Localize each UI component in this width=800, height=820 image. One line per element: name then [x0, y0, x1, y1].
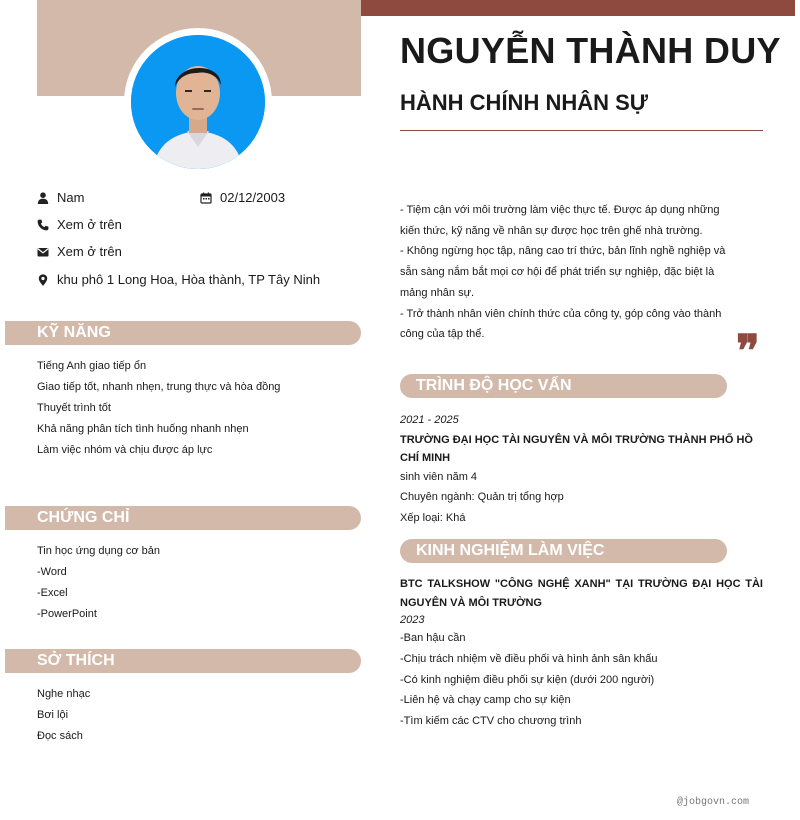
education-detail: Chuyên ngành: Quản trị tổng hợp: [400, 491, 564, 503]
objective-line: sẵn sàng nắm bắt mọi cơ hội để phát triển sự nghiệp, đặc biệt là: [400, 266, 715, 279]
email-row: [37, 244, 122, 259]
objective-line: công của tập thể.: [400, 328, 485, 341]
email-value: Xem ở trên: [57, 244, 122, 259]
birthday-value: 02/12/2003: [220, 190, 286, 205]
profile-photo: [131, 35, 265, 169]
education-section: [400, 410, 763, 528]
birthday-row: [200, 190, 285, 205]
location-pin-icon: [37, 274, 49, 286]
address-row: [37, 272, 320, 287]
certificate-item: -PowerPoint: [37, 608, 97, 620]
hobby-item: Bơi lội: [37, 709, 69, 721]
skill-item: Tiếng Anh giao tiếp ổn: [37, 360, 147, 372]
objective-line: - Không ngừng học tập, nâng cao trí thức, bản lĩnh nghề nghiệp và: [400, 245, 726, 258]
objective-line: - Tiệm cận với môi trường làm việc thực tế. Được áp dụng những: [400, 204, 720, 216]
objective-line: - Trở thành nhân viên chính thức của công ty, góp công vào thành: [400, 307, 722, 320]
certificates-heading: CHỨNG CHỈ: [5, 506, 361, 530]
skill-item: Thuyết trình tốt: [37, 402, 111, 414]
career-objective: [400, 200, 730, 345]
hobby-item: Đọc sách: [37, 730, 83, 742]
candidate-role: HÀNH CHÍNH NHÂN SỰ: [400, 90, 649, 115]
experience-item: -Có kinh nghiệm điều phối sự kiện (dưới 200 người): [400, 673, 655, 686]
phone-icon: [37, 219, 49, 231]
certificate-item: -Word: [37, 566, 67, 578]
experience-item: -Liên hệ và chạy camp cho sự kiện: [400, 694, 571, 707]
mail-icon: [37, 246, 49, 258]
skills-heading: KỸ NĂNG: [5, 321, 361, 345]
address-value: khu phô 1 Long Hoa, Hòa thành, TP Tây Ninh: [57, 272, 321, 287]
experience-section: [400, 575, 763, 732]
calendar-icon: [200, 192, 212, 204]
avatar: [124, 28, 272, 176]
phone-value: Xem ở trên: [57, 217, 122, 232]
experience-item: -Chịu trách nhiệm về điều phối và hình ảnh sân khấu: [400, 652, 658, 665]
hobby-item: Nghe nhạc: [37, 688, 91, 700]
divider: [400, 130, 763, 131]
quote-mark-icon: ❞: [736, 326, 760, 377]
experience-item: -Tìm kiếm các CTV cho chương trình: [400, 715, 582, 728]
skill-item: Khả năng phân tích tình huống nhanh nhẹn: [37, 423, 249, 435]
gender-value: Nam: [57, 190, 85, 205]
hobbies-heading: SỞ THÍCH: [5, 649, 361, 673]
education-heading: TRÌNH ĐỘ HỌC VẤN: [400, 374, 727, 398]
objective-line: kiến thức, kỹ năng về nhân sự được học trên ghế nhà trường.: [400, 224, 703, 237]
experience-item: -Ban hậu cần: [400, 632, 466, 644]
objective-line: mảng nhân sự.: [400, 286, 475, 299]
experience-heading: KINH NGHIỆM LÀM VIỆC: [400, 539, 727, 563]
experience-title: BTC TALKSHOW "CÔNG NGHỆ XANH" TẠI TRƯỜNG ĐẠI HỌC TÀI NGUYÊN VÀ MÔI TRƯỜNG: [400, 578, 763, 609]
skill-item: Giao tiếp tốt, nhanh nhẹn, trung thực và hòa đồng: [37, 381, 281, 393]
watermark: @jobgovn.com: [677, 797, 750, 808]
certificate-item: Tin học ứng dụng cơ bản: [37, 545, 161, 557]
education-period: 2021 - 2025: [400, 414, 459, 426]
candidate-name: NGUYỄN THÀNH DUY: [400, 30, 781, 71]
certificate-item: -Excel: [37, 587, 68, 599]
education-school: TRƯỜNG ĐẠI HỌC TÀI NGUYÊN VÀ MÔI TRƯỜNG THÀNH PHỐ HỒ CHÍ MINH: [400, 433, 753, 464]
certificates-list: [37, 541, 160, 625]
experience-year: 2023: [400, 614, 425, 626]
hobbies-list: [37, 684, 90, 747]
education-detail: Xếp loại: Khá: [400, 511, 466, 524]
skills-list: [37, 356, 280, 461]
gender-row: [37, 190, 84, 205]
education-detail: sinh viên năm 4: [400, 470, 478, 483]
person-icon: [37, 192, 49, 204]
phone-row: [37, 217, 122, 232]
top-accent-bar: [361, 0, 795, 16]
skill-item: Làm việc nhóm và chịu được áp lực: [37, 444, 213, 456]
